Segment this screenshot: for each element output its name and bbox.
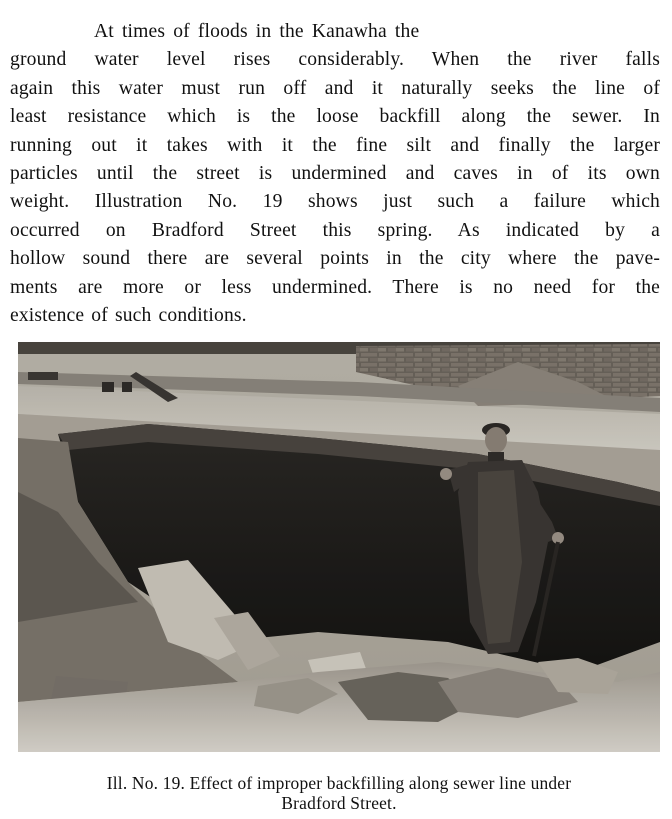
body-paragraph [10,18,660,330]
illustration-photo [18,342,660,752]
paragraph-line: At times of floods in the Kanawha the [94,21,420,42]
paragraph-line: again this water must run off and it naturally seeks the line of [10,77,660,99]
paragraph-line: ground water level rises considerably. When the river falls [10,49,660,71]
paragraph-line: ments are more or less undermined. There is no need for the [10,276,660,298]
paragraph-line: particles until the street is undermined and caves in of its own [10,163,660,185]
caption-line-2: Bradford Street. [281,793,397,813]
paragraph-line: hollow sound there are several points in the city where the pave- [10,248,660,270]
paragraph-line: weight. Illustration No. 19 shows just such a failure which [10,191,660,213]
figure-caption [18,773,660,813]
cave-in-photograph [18,342,660,752]
paragraph-line: occurred on Bradford Street this spring. As indicated by a [10,219,660,241]
paragraph-line: least resistance which is the loose backfill along the sewer. In [10,106,660,128]
paragraph-line: running out it takes with it the fine silt and finally the larger [10,134,660,156]
paragraph-line: existence of such conditions. [10,305,247,327]
caption-line-1: Ill. No. 19. Effect of improper backfilling along sewer line under [106,773,572,793]
